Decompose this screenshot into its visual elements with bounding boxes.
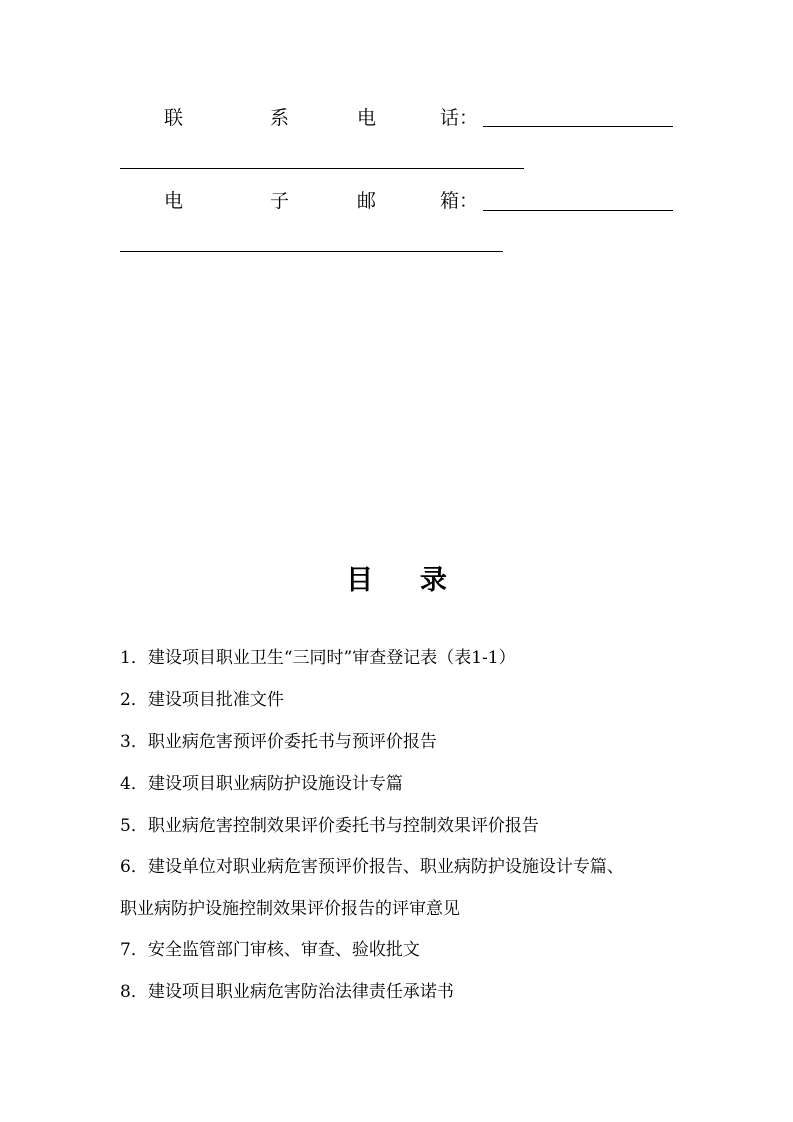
toc-item-5[interactable]: 5．职业病危害控制效果评价委托书与控制效果评价报告	[120, 816, 539, 836]
email-fill-line-continuation[interactable]	[120, 251, 503, 252]
email-label-char-4: 箱：	[440, 190, 479, 212]
email-field-row	[0, 189, 793, 229]
toc-item-7[interactable]: 7．安全监管部门审核、审查、验收批文	[120, 940, 420, 960]
toc-item-2[interactable]: 2．建设项目批准文件	[120, 690, 284, 710]
email-label-char-1: 电	[164, 190, 184, 212]
phone-label-char-1: 联	[164, 107, 184, 129]
phone-label-char-2: 系	[270, 107, 290, 129]
toc-title-char-2: 录	[419, 565, 447, 596]
toc-item-6[interactable]: 6．建设单位对职业病危害预评价报告、职业病防护设施设计专篇、	[120, 857, 624, 877]
phone-fill-line-continuation[interactable]	[120, 168, 524, 169]
phone-fill-line[interactable]	[483, 126, 673, 127]
email-label-char-2: 子	[270, 190, 290, 212]
toc-item-6-continued[interactable]: 职业病防护设施控制效果评价报告的评审意见	[120, 899, 460, 919]
toc-title	[0, 558, 793, 597]
toc-item-3[interactable]: 3．职业病危害预评价委托书与预评价报告	[120, 732, 437, 752]
toc-item-8[interactable]: 8．建设项目职业病危害防治法律责任承诺书	[120, 982, 454, 1002]
toc-title-char-1: 目	[346, 565, 374, 596]
phone-label-char-3: 电	[357, 107, 377, 129]
email-fill-line[interactable]	[483, 210, 673, 211]
toc-item-1[interactable]: 1．建设项目职业卫生“三同时”审查登记表（表1-1）	[120, 648, 516, 668]
phone-label-char-4: 话：	[440, 107, 479, 129]
phone-field-row	[0, 106, 793, 146]
toc-item-4[interactable]: 4．建设项目职业病防护设施设计专篇	[120, 774, 403, 794]
email-label-char-3: 邮	[357, 190, 377, 212]
